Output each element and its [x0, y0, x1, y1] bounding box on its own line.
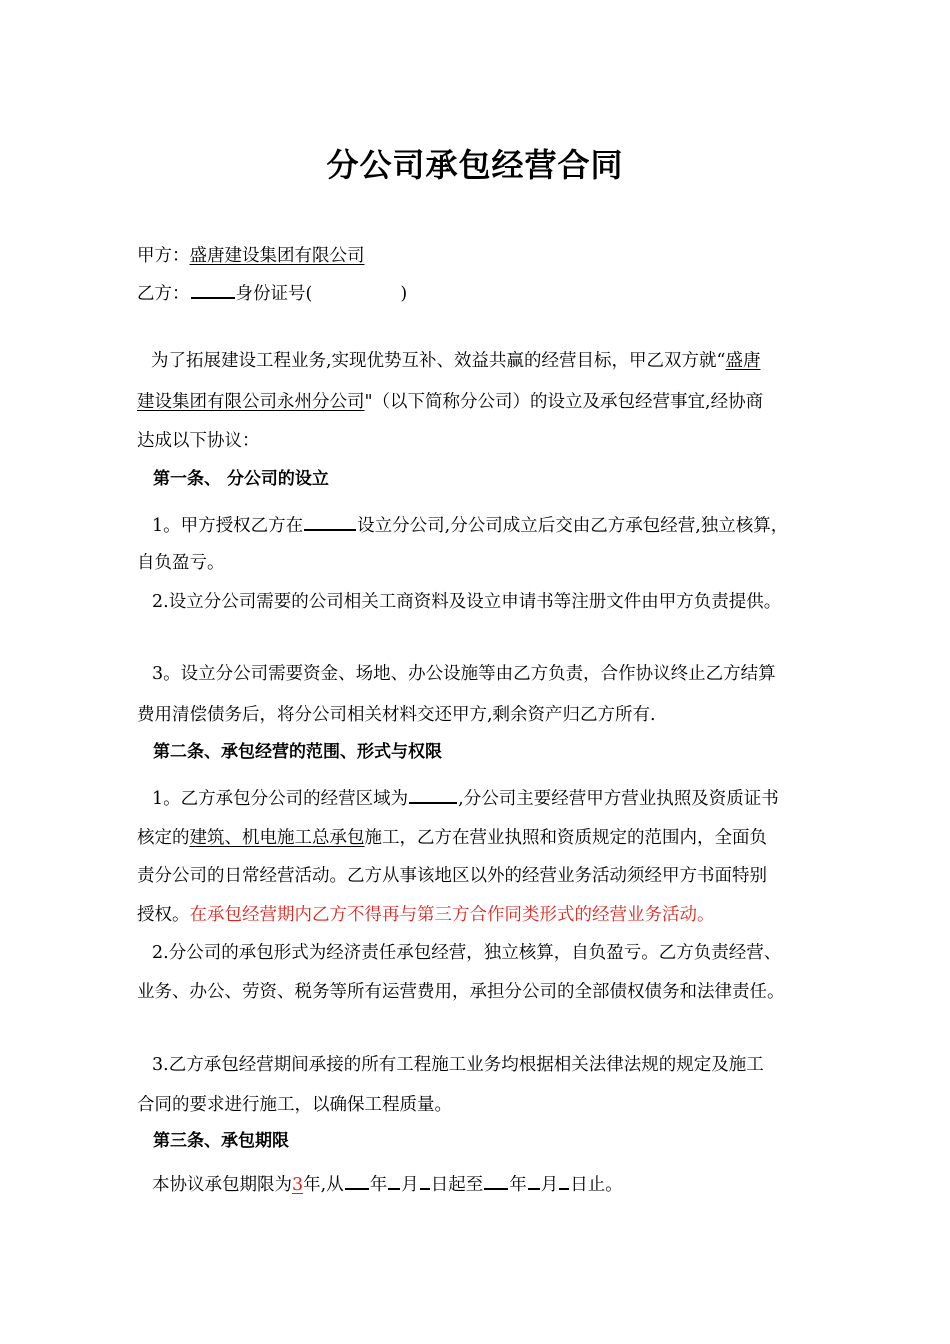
party-b-id-close: ) — [400, 284, 408, 304]
intro-text-1: 为了拓展建设工程业务,实现优势互补、效益共赢的经营目标，甲乙双方就“ — [151, 351, 726, 371]
art1-p3-line-1: 3。设立分公司需要资金、场地、办公设施等由乙方负责，合作协议终止乙方结算 — [152, 664, 776, 684]
art2-p1-text-f: 授权。 — [137, 905, 190, 925]
art2-p2-line-2: 业务、办公、劳资、税务等所有运营费用，承担分公司的全部债权债务和法律责任。 — [137, 982, 785, 1002]
party-b-name-blank — [191, 281, 235, 299]
end-year-label: 年 — [509, 1175, 527, 1195]
party-b-id-label: 身份证号( — [235, 284, 313, 304]
art2-p1-text-b: ,分公司主要经营甲方营业执照及资质证书 — [458, 789, 779, 809]
art1-p2: 2.设立分公司需要的公司相关工商资料及设立申请书等注册文件由甲方负责提供。 — [152, 592, 782, 612]
art2-p1-line-2 — [137, 826, 767, 850]
term-years-value: 3 — [292, 1175, 304, 1195]
intro-line-2 — [137, 390, 763, 414]
art2-p1-line-4 — [137, 903, 715, 927]
art3-text-b: 年,从 — [303, 1175, 344, 1195]
art2-region-blank — [409, 786, 457, 804]
art1-p1-line-1 — [152, 513, 788, 538]
party-a-name: 盛唐建设集团有限公司 — [189, 246, 365, 266]
party-b-label: 乙方： — [137, 284, 190, 304]
art2-p1-line-3: 责分公司的日常经营活动。乙方从事该地区以外的经营业务活动须经甲方书面特别 — [137, 866, 767, 886]
start-day-label: 日起至 — [430, 1175, 484, 1195]
art2-p1-text-a: 1。乙方承包分公司的经营区域为 — [152, 789, 409, 809]
end-month-label: 月 — [540, 1175, 559, 1195]
intro-company-name-1: 盛唐 — [725, 351, 761, 371]
art1-p1-line-2: 自负盈亏。 — [137, 553, 225, 573]
art2-p3-line-1: 3.乙方承包经营期间承接的所有工程施工业务均根据相关法律法规的规定及施工 — [152, 1055, 764, 1075]
art1-p1-text-b: 设立分公司,分公司成立后交由乙方承包经营,独立核算， — [357, 516, 789, 536]
art1-location-blank — [304, 513, 356, 531]
start-month-label: 月 — [401, 1175, 419, 1195]
intro-line-1 — [151, 349, 761, 373]
end-day-blank — [559, 1172, 569, 1190]
art2-exclusivity-clause: 在承包经营期内乙方不得再与第三方合作同类形式的经营业务活动。 — [189, 905, 715, 925]
start-year-blank — [345, 1172, 369, 1190]
art3-term-line — [152, 1172, 623, 1197]
end-month-blank — [528, 1172, 540, 1190]
art1-p3-line-2: 费用清偿债务后，将分公司相关材料交还甲方,剩余资产归乙方所有. — [137, 705, 656, 725]
end-day-label: 日止。 — [570, 1175, 623, 1195]
party-b-line — [137, 281, 407, 306]
article-2-heading: 第二条、承包经营的范围、形式与权限 — [153, 742, 442, 762]
start-year-label: 年 — [369, 1175, 388, 1195]
party-a-line — [137, 244, 365, 268]
start-day-blank — [420, 1172, 430, 1190]
art2-p2-line-1: 2.分公司的承包形式为经济责任承包经营，独立核算，自负盈亏。乙方负责经营、 — [152, 943, 782, 963]
article-1-heading: 第一条、 分公司的设立 — [153, 469, 329, 489]
art3-text-a: 本协议承包期限为 — [152, 1175, 292, 1195]
art2-p1-text-c: 核定的 — [137, 828, 190, 848]
document-title: 分公司承包经营合同 — [326, 146, 624, 184]
art2-p1-line-1 — [152, 786, 779, 811]
art2-p3-line-2: 合同的要求进行施工，以确保工程质量。 — [137, 1095, 452, 1115]
intro-company-name-2: 建设集团有限公司永州分公司 — [137, 392, 365, 412]
art2-p1-text-d: 施工，乙方在营业执照和资质规定的范围内，全面负 — [364, 828, 767, 848]
party-a-label: 甲方： — [137, 246, 190, 266]
end-year-blank — [484, 1172, 508, 1190]
intro-text-2: "（以下简称分公司）的设立及承包经营事宜,经协商 — [364, 392, 764, 412]
art1-p1-text-a: 1。甲方授权乙方在 — [152, 516, 304, 536]
intro-line-3: 达成以下协议： — [137, 431, 260, 451]
start-month-blank — [388, 1172, 400, 1190]
art2-scope-text: 建筑、机电施工总承包 — [189, 828, 365, 848]
article-3-heading: 第三条、承包期限 — [153, 1131, 289, 1151]
